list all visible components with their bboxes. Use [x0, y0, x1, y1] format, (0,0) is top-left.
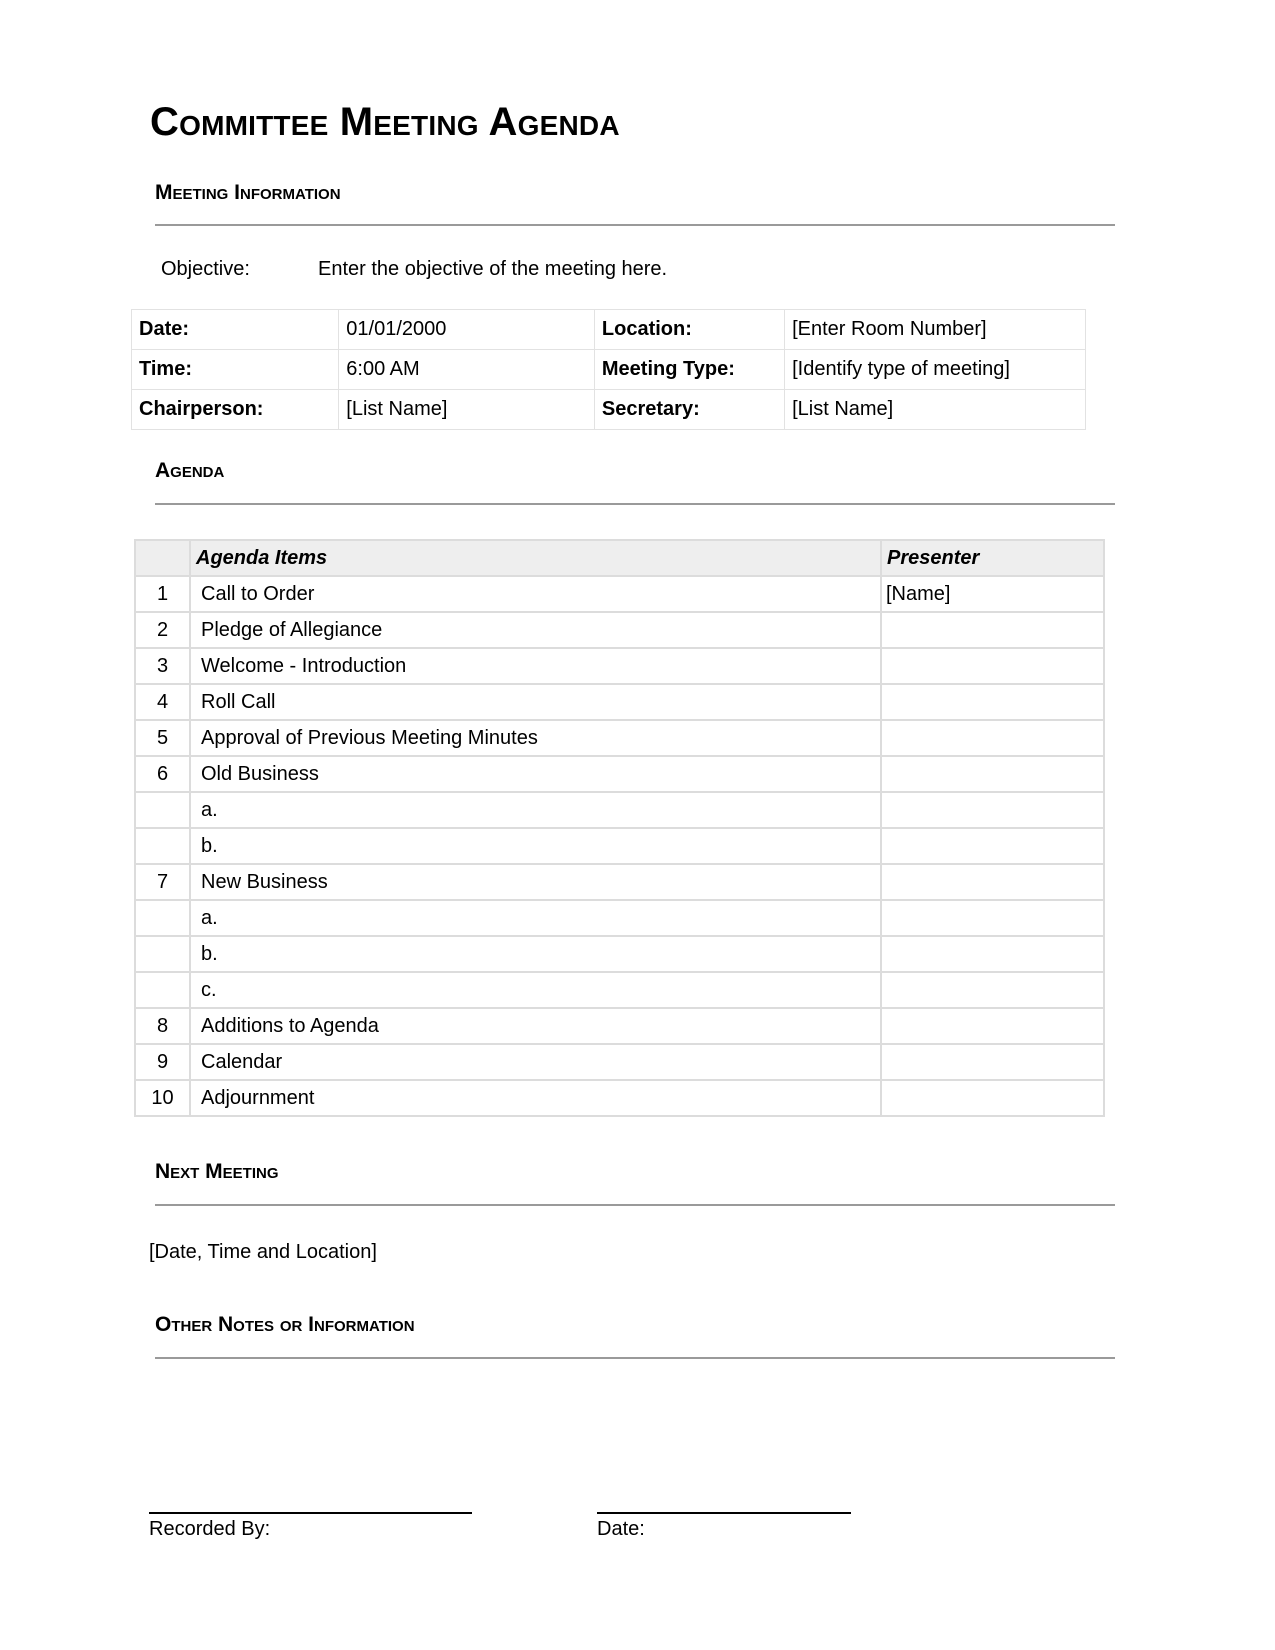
agenda-row [135, 648, 1104, 684]
agenda-header-items: Agenda Items [190, 540, 881, 576]
agenda-row-presenter[interactable] [881, 900, 1104, 936]
agenda-row-number: 8 [135, 1008, 190, 1044]
agenda-row [135, 972, 1104, 1008]
page-title: Committee Meeting Agenda [150, 100, 620, 144]
agenda-row-item[interactable]: Call to Order [190, 576, 881, 612]
agenda-row-item[interactable]: Pledge of Allegiance [190, 612, 881, 648]
agenda-row-number [135, 828, 190, 864]
objective-value[interactable]: Enter the objective of the meeting here. [318, 258, 668, 280]
secretary-label: Secretary: [594, 390, 784, 430]
agenda-row-number: 4 [135, 684, 190, 720]
agenda-row [135, 792, 1104, 828]
section-heading-agenda: Agenda [155, 459, 225, 482]
agenda-row-number [135, 792, 190, 828]
agenda-row-item[interactable]: New Business [190, 864, 881, 900]
agenda-row-item[interactable]: b. [190, 828, 881, 864]
next-meeting-value[interactable]: [Date, Time and Location] [149, 1241, 377, 1263]
agenda-table [134, 539, 1105, 1117]
recorded-by-signature-line[interactable] [149, 1512, 472, 1514]
agenda-row-number [135, 972, 190, 1008]
section-heading-next-meeting: Next Meeting [155, 1160, 279, 1183]
agenda-row-presenter[interactable] [881, 648, 1104, 684]
agenda-row-presenter[interactable] [881, 1008, 1104, 1044]
agenda-row-number: 9 [135, 1044, 190, 1080]
agenda-row [135, 1008, 1104, 1044]
agenda-row-item[interactable]: a. [190, 792, 881, 828]
agenda-row-presenter[interactable] [881, 684, 1104, 720]
agenda-row-presenter[interactable] [881, 1080, 1104, 1116]
section-heading-meeting-information: Meeting Information [155, 181, 341, 204]
agenda-row [135, 576, 1104, 612]
info-row-time [132, 350, 1086, 390]
agenda-row-presenter[interactable] [881, 612, 1104, 648]
agenda-row [135, 864, 1104, 900]
chairperson-value[interactable]: [List Name] [339, 390, 595, 430]
location-value[interactable]: [Enter Room Number] [785, 310, 1086, 350]
section-divider [155, 503, 1115, 505]
agenda-row-item[interactable]: Old Business [190, 756, 881, 792]
info-row-chair [132, 390, 1086, 430]
agenda-row-presenter[interactable] [881, 864, 1104, 900]
agenda-row-item[interactable]: Adjournment [190, 1080, 881, 1116]
agenda-row-item[interactable]: Calendar [190, 1044, 881, 1080]
agenda-row-number: 5 [135, 720, 190, 756]
agenda-row [135, 720, 1104, 756]
agenda-row [135, 900, 1104, 936]
meeting-type-value[interactable]: [Identify type of meeting] [785, 350, 1086, 390]
section-divider [155, 1204, 1115, 1206]
objective-label: Objective: [161, 258, 250, 280]
chairperson-label: Chairperson: [132, 390, 339, 430]
agenda-row-presenter[interactable]: [Name] [881, 576, 1104, 612]
agenda-row-number [135, 936, 190, 972]
location-label: Location: [594, 310, 784, 350]
agenda-row [135, 612, 1104, 648]
secretary-value[interactable]: [List Name] [785, 390, 1086, 430]
recorded-by-label: Recorded By: [149, 1518, 271, 1540]
agenda-row-number: 10 [135, 1080, 190, 1116]
section-heading-other-notes: Other Notes or Information [155, 1313, 415, 1336]
agenda-row-number: 6 [135, 756, 190, 792]
agenda-row-number: 3 [135, 648, 190, 684]
meeting-info-table [131, 309, 1086, 430]
agenda-row-item[interactable]: Roll Call [190, 684, 881, 720]
date-signature-line[interactable] [597, 1512, 851, 1514]
agenda-row-presenter[interactable] [881, 936, 1104, 972]
agenda-header-row [135, 540, 1104, 576]
agenda-row-presenter[interactable] [881, 756, 1104, 792]
agenda-row-item[interactable]: a. [190, 900, 881, 936]
time-value[interactable]: 6:00 AM [339, 350, 595, 390]
signature-date-label: Date: [597, 1518, 645, 1540]
agenda-row-item[interactable]: Welcome - Introduction [190, 648, 881, 684]
agenda-row-item[interactable]: Approval of Previous Meeting Minutes [190, 720, 881, 756]
agenda-row-number: 7 [135, 864, 190, 900]
meeting-type-label: Meeting Type: [594, 350, 784, 390]
agenda-row [135, 756, 1104, 792]
agenda-row-item[interactable]: Additions to Agenda [190, 1008, 881, 1044]
date-label: Date: [132, 310, 339, 350]
agenda-row-presenter[interactable] [881, 720, 1104, 756]
agenda-row-item[interactable]: c. [190, 972, 881, 1008]
info-row-date [132, 310, 1086, 350]
agenda-header-number [135, 540, 190, 576]
agenda-row [135, 936, 1104, 972]
agenda-row [135, 828, 1104, 864]
date-value[interactable]: 01/01/2000 [339, 310, 595, 350]
agenda-row-number: 2 [135, 612, 190, 648]
agenda-row-presenter[interactable] [881, 1044, 1104, 1080]
section-divider [155, 1357, 1115, 1359]
agenda-row-presenter[interactable] [881, 972, 1104, 1008]
agenda-row-presenter[interactable] [881, 792, 1104, 828]
section-divider [155, 224, 1115, 226]
agenda-row-presenter[interactable] [881, 828, 1104, 864]
agenda-row [135, 1044, 1104, 1080]
agenda-row [135, 1080, 1104, 1116]
agenda-row [135, 684, 1104, 720]
agenda-row-item[interactable]: b. [190, 936, 881, 972]
agenda-header-presenter: Presenter [881, 540, 1104, 576]
time-label: Time: [132, 350, 339, 390]
agenda-row-number: 1 [135, 576, 190, 612]
agenda-row-number [135, 900, 190, 936]
